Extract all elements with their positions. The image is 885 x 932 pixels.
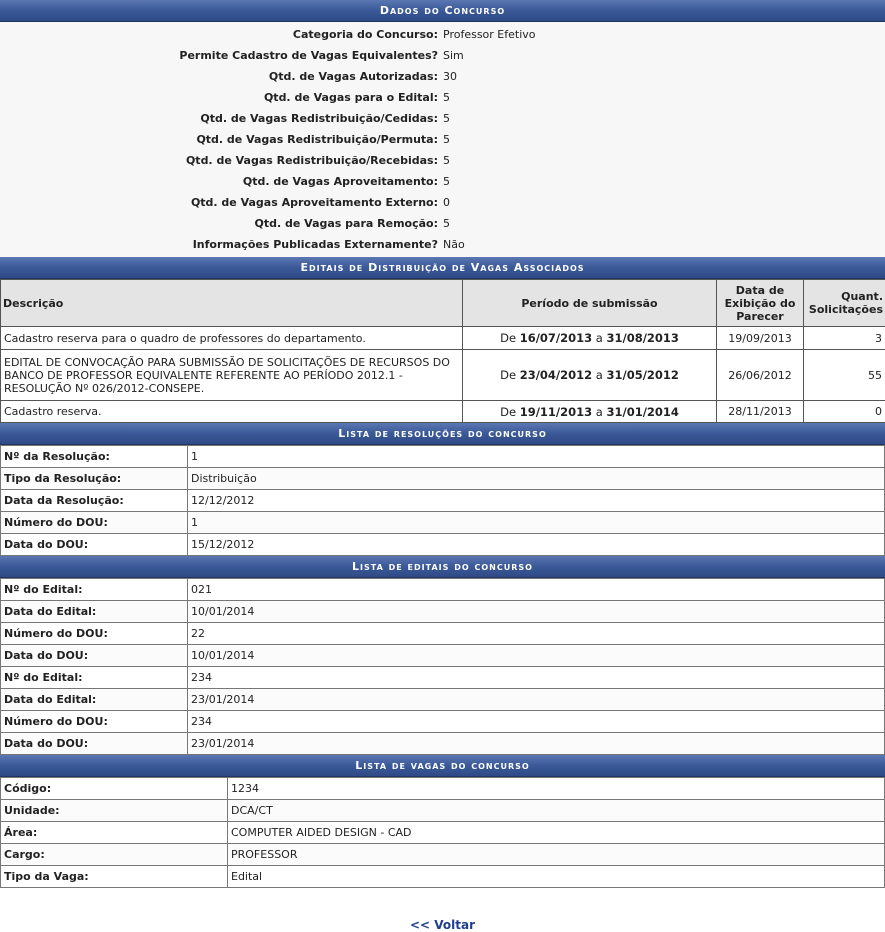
cell-periodo xyxy=(463,327,717,350)
info-label: Qtd. de Vagas Aproveitamento: xyxy=(0,171,443,192)
field-label: Data do Edital: xyxy=(1,689,188,711)
field-value: 23/01/2014 xyxy=(188,733,885,755)
field-label: Nº da Resolução: xyxy=(1,446,188,468)
info-row xyxy=(0,24,885,45)
field-label: Código: xyxy=(1,778,228,800)
info-row xyxy=(0,192,885,213)
info-label: Permite Cadastro de Vagas Equivalentes? xyxy=(0,45,443,66)
table-row xyxy=(1,327,885,350)
cell-data-parecer: 19/09/2013 xyxy=(717,327,804,350)
table-row xyxy=(1,800,885,822)
info-value: 5 xyxy=(443,129,885,150)
dados-concurso-header: Dados do Concurso xyxy=(0,0,885,22)
info-label: Qtd. de Vagas Redistribuição/Cedidas: xyxy=(0,108,443,129)
field-label: Unidade: xyxy=(1,800,228,822)
info-value: 5 xyxy=(443,87,885,108)
info-label: Qtd. de Vagas Redistribuição/Recebidas: xyxy=(0,150,443,171)
field-label: Nº do Edital: xyxy=(1,667,188,689)
info-label: Informações Publicadas Externamente? xyxy=(0,234,443,255)
table-row xyxy=(1,866,885,888)
field-value: 10/01/2014 xyxy=(188,601,885,623)
info-label: Qtd. de Vagas Autorizadas: xyxy=(0,66,443,87)
table-row xyxy=(1,623,885,645)
periodo-inicio: 16/07/2013 xyxy=(520,331,592,345)
info-value: Professor Efetivo xyxy=(443,24,885,45)
cell-quant: 0 xyxy=(804,401,885,423)
vagas-table xyxy=(0,777,885,888)
info-label: Qtd. de Vagas Redistribuição/Permuta: xyxy=(0,129,443,150)
info-value: 5 xyxy=(443,108,885,129)
editais-header: Lista de editais do concurso xyxy=(0,556,885,578)
cell-descricao: EDITAL DE CONVOCAÇÃO PARA SUBMISSÃO DE SOLICITAÇÕES DE RECURSOS DO BANCO DE PROFESSOR EQUIVALENTE REFERENTE AO PERÍODO 2012.1 - RESOLUÇÃO Nº 026/2012-CONSEPE. xyxy=(1,350,463,401)
field-value: 234 xyxy=(188,711,885,733)
table-row xyxy=(1,401,885,423)
periodo-a: a xyxy=(596,368,603,382)
table-row xyxy=(1,468,885,490)
col-header-quant-solicitacoes: Quant. Solicitações xyxy=(804,280,885,327)
field-label: Nº do Edital: xyxy=(1,579,188,601)
table-row xyxy=(1,490,885,512)
periodo-inicio: 19/11/2013 xyxy=(520,405,592,419)
field-value: 1 xyxy=(188,512,885,534)
field-value: 15/12/2012 xyxy=(188,534,885,556)
vagas-header: Lista de vagas do concurso xyxy=(0,755,885,777)
field-value: 22 xyxy=(188,623,885,645)
field-label: Data da Resolução: xyxy=(1,490,188,512)
field-label: Cargo: xyxy=(1,844,228,866)
info-label: Qtd. de Vagas para o Edital: xyxy=(0,87,443,108)
field-label: Tipo da Resolução: xyxy=(1,468,188,490)
dados-concurso-section xyxy=(0,22,885,257)
field-value: 234 xyxy=(188,667,885,689)
table-row xyxy=(1,350,885,401)
info-value: Sim xyxy=(443,45,885,66)
cell-data-parecer: 28/11/2013 xyxy=(717,401,804,423)
field-value: Edital xyxy=(228,866,885,888)
resolucoes-table xyxy=(0,445,885,556)
periodo-fim: 31/05/2012 xyxy=(606,368,678,382)
periodo-a: a xyxy=(596,405,603,419)
field-value: DCA/CT xyxy=(228,800,885,822)
cell-data-parecer: 26/06/2012 xyxy=(717,350,804,401)
voltar-link[interactable]: << Voltar xyxy=(410,918,475,932)
table-row xyxy=(1,822,885,844)
cell-periodo xyxy=(463,401,717,423)
col-header-periodo: Período de submissão xyxy=(463,280,717,327)
field-label: Tipo da Vaga: xyxy=(1,866,228,888)
cell-quant: 55 xyxy=(804,350,885,401)
table-row xyxy=(1,512,885,534)
info-row xyxy=(0,87,885,108)
field-value: COMPUTER AIDED DESIGN - CAD xyxy=(228,822,885,844)
table-row xyxy=(1,733,885,755)
resolucoes-header: Lista de resoluções do concurso xyxy=(0,423,885,445)
field-label: Número do DOU: xyxy=(1,711,188,733)
col-header-data-parecer: Data de Exibição do Parecer xyxy=(717,280,804,327)
field-label: Área: xyxy=(1,822,228,844)
table-row xyxy=(1,844,885,866)
col-header-descricao: Descrição xyxy=(1,280,463,327)
cell-descricao: Cadastro reserva para o quadro de professores do departamento. xyxy=(1,327,463,350)
table-row xyxy=(1,446,885,468)
editais-distribuicao-table xyxy=(0,279,885,423)
field-value: Distribuição xyxy=(188,468,885,490)
cell-periodo xyxy=(463,350,717,401)
table-row xyxy=(1,579,885,601)
periodo-fim: 31/08/2013 xyxy=(606,331,678,345)
field-label: Número do DOU: xyxy=(1,623,188,645)
field-value: 1234 xyxy=(228,778,885,800)
table-row xyxy=(1,534,885,556)
info-value: 5 xyxy=(443,213,885,234)
field-label: Data do DOU: xyxy=(1,534,188,556)
info-row xyxy=(0,234,885,255)
field-label: Número do DOU: xyxy=(1,512,188,534)
info-row xyxy=(0,150,885,171)
editais-distribuicao-header: Editais de Distribuição de Vagas Associados xyxy=(0,257,885,279)
cell-descricao: Cadastro reserva. xyxy=(1,401,463,423)
info-value: 30 xyxy=(443,66,885,87)
table-row xyxy=(1,689,885,711)
table-header-row xyxy=(1,280,885,327)
info-label: Qtd. de Vagas para Remoção: xyxy=(0,213,443,234)
info-label: Categoria do Concurso: xyxy=(0,24,443,45)
field-label: Data do DOU: xyxy=(1,733,188,755)
periodo-de: De xyxy=(500,331,516,345)
periodo-de: De xyxy=(500,405,516,419)
periodo-a: a xyxy=(596,331,603,345)
info-row xyxy=(0,213,885,234)
table-row xyxy=(1,778,885,800)
table-row xyxy=(1,645,885,667)
field-label: Data do Edital: xyxy=(1,601,188,623)
info-label: Qtd. de Vagas Aproveitamento Externo: xyxy=(0,192,443,213)
footer xyxy=(0,918,885,932)
field-label: Data do DOU: xyxy=(1,645,188,667)
periodo-fim: 31/01/2014 xyxy=(606,405,678,419)
periodo-de: De xyxy=(500,368,516,382)
info-row xyxy=(0,108,885,129)
field-value: 1 xyxy=(188,446,885,468)
cell-quant: 3 xyxy=(804,327,885,350)
field-value: 021 xyxy=(188,579,885,601)
field-value: PROFESSOR xyxy=(228,844,885,866)
info-value: 5 xyxy=(443,171,885,192)
field-value: 23/01/2014 xyxy=(188,689,885,711)
info-row xyxy=(0,129,885,150)
info-value: 5 xyxy=(443,150,885,171)
table-row xyxy=(1,711,885,733)
info-row xyxy=(0,66,885,87)
field-value: 12/12/2012 xyxy=(188,490,885,512)
editais-table xyxy=(0,578,885,755)
table-row xyxy=(1,667,885,689)
info-value: 0 xyxy=(443,192,885,213)
info-row xyxy=(0,45,885,66)
periodo-inicio: 23/04/2012 xyxy=(520,368,592,382)
info-row xyxy=(0,171,885,192)
info-value: Não xyxy=(443,234,885,255)
table-row xyxy=(1,601,885,623)
field-value: 10/01/2014 xyxy=(188,645,885,667)
